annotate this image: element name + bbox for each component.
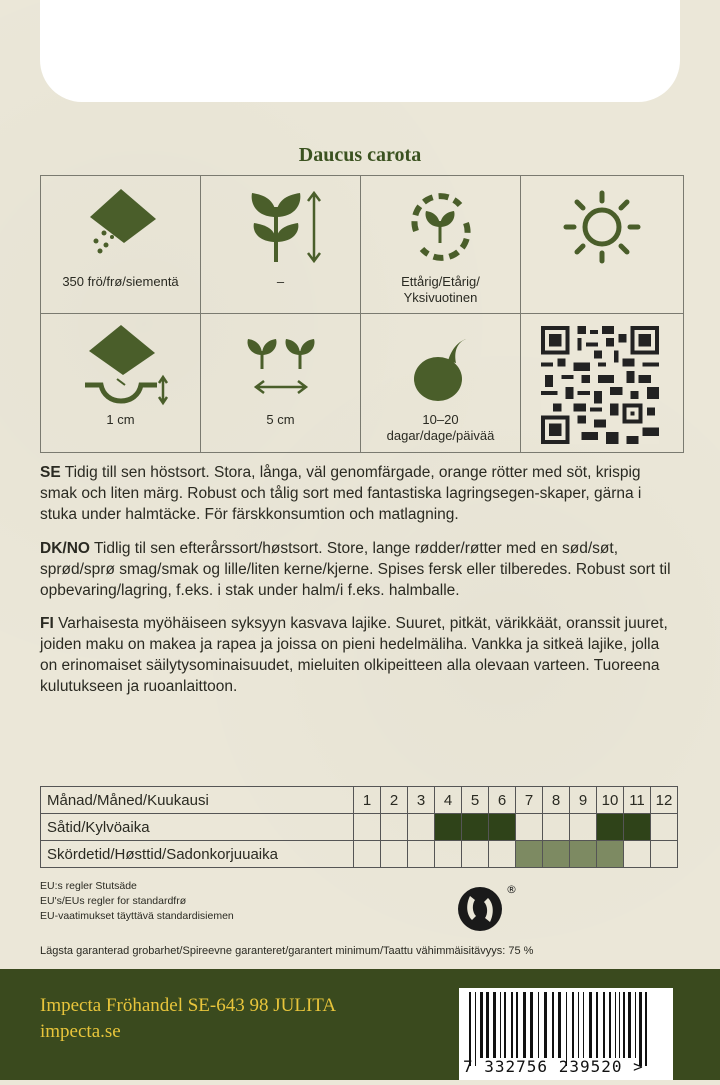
harvest-month-6 xyxy=(489,841,516,868)
calendar-sow-row xyxy=(41,814,678,841)
qr-code-icon[interactable] xyxy=(541,326,659,444)
sowing-depth-caption: 1 cm xyxy=(106,412,135,427)
harvest-month-8 xyxy=(543,841,570,868)
harvest-month-10 xyxy=(597,841,624,868)
info-grid xyxy=(40,175,684,453)
harvest-month-9 xyxy=(570,841,597,868)
month-11: 11 xyxy=(624,787,651,814)
green-dot-recycling-icon xyxy=(456,882,518,934)
month-5: 5 xyxy=(462,787,489,814)
lifecycle-cell xyxy=(361,176,521,314)
annual-cycle-icon xyxy=(361,186,520,268)
plant-spacing-caption: 5 cm xyxy=(266,412,295,427)
harvest-month-7 xyxy=(516,841,543,868)
sowing-depth-cell xyxy=(41,314,201,452)
species-name: Daucus carota xyxy=(298,144,422,166)
harvest-month-12 xyxy=(651,841,678,868)
svg-text:®: ® xyxy=(506,883,517,896)
sow-month-10 xyxy=(597,814,624,841)
germination-cell xyxy=(361,314,521,452)
eu-standards xyxy=(40,878,234,924)
month-3: 3 xyxy=(408,787,435,814)
lang-code-fi: FI xyxy=(40,615,54,632)
month-label: Månad/Måned/Kuukausi xyxy=(41,787,354,814)
plant-height-cell xyxy=(201,176,361,314)
month-7: 7 xyxy=(516,787,543,814)
germination-guarantee: Lägsta garanterad grobarhet/Spireevne garanteret/garantert minimum/Taattu vähimmäisitävyys: 75 % xyxy=(40,945,534,957)
harvest-month-11 xyxy=(624,841,651,868)
lang-code-se: SE xyxy=(40,464,61,481)
month-9: 9 xyxy=(570,787,597,814)
sow-month-5 xyxy=(462,814,489,841)
description-dkno xyxy=(40,538,680,601)
barcode-digits: 7 332756 239520 > xyxy=(463,1057,644,1076)
description-se-text: Tidig till sen höstsort. Stora, långa, väl genomfärgade, orange rötter med söt, krispig smak och liten märg. Robust och tålig sort med fantastiska lagringsegen-skaper, gärna i stuka under halmtäcke. För färskkonsumtion och matlagning. xyxy=(40,464,642,523)
sun-cell xyxy=(521,176,683,314)
germination-caption: 10–20 dagar/dage/päivää xyxy=(386,412,495,443)
barcode xyxy=(459,988,673,1080)
plant-height-caption: – xyxy=(276,274,285,289)
sowing-depth-icon xyxy=(41,324,200,406)
growing-calendar xyxy=(40,786,678,868)
harvest-month-1 xyxy=(354,841,381,868)
company-website[interactable]: impecta.se xyxy=(40,1021,121,1042)
sow-month-11 xyxy=(624,814,651,841)
description-dkno-text: Tidlig til sen efterårssort/høstsort. Store, lange rødder/røtter med en sød/søt, sprød/sprø smag/smak og lille/liten kerne/kjerne. Spises fersk eller tilberedes. Robust sort til opbevaring/lagring, f.eks. i stak under halm/i f.eks. halmballe. xyxy=(40,540,671,599)
seed-packet-icon xyxy=(41,186,200,268)
plant-spacing-icon xyxy=(201,324,360,406)
calendar-harvest-row xyxy=(41,841,678,868)
hanger-hole xyxy=(40,0,680,102)
description-se xyxy=(40,462,680,525)
description-fi-text: Varhaisesta myöhäiseen syksyyn kasvava lajike. Suuret, pitkät, värikkäät, oranssit juuret, joiden maku on makea ja rapea ja joissa on pieni hedelmäliha. Vankka ja sitkeä lajike, jolla on erinomaiset säilytysominaisuudet, mieluiten olkipeitteen alla olevaan varteen. Tuoreena kulutukseen ja ruoanlaittoon. xyxy=(40,615,668,695)
sow-label: Såtid/Kylvöaika xyxy=(41,814,354,841)
month-4: 4 xyxy=(435,787,462,814)
sow-month-12 xyxy=(651,814,678,841)
sow-month-2 xyxy=(381,814,408,841)
sow-month-1 xyxy=(354,814,381,841)
eu-standard-se: EU:s regler Stutsäde xyxy=(40,880,137,892)
plant-spacing-cell xyxy=(201,314,361,452)
seed-count-cell xyxy=(41,176,201,314)
seed-count-caption: 350 frö/frø/siementä xyxy=(62,274,179,289)
lang-code-dkno: DK/NO xyxy=(40,540,90,557)
sow-month-3 xyxy=(408,814,435,841)
lifecycle-caption: Ettårig/Etårig/ Yksivuotinen xyxy=(401,274,480,305)
sow-month-7 xyxy=(516,814,543,841)
company-address: Impecta Fröhandel SE-643 98 JULITA xyxy=(40,995,337,1016)
description-fi xyxy=(40,613,680,697)
sow-month-8 xyxy=(543,814,570,841)
harvest-month-2 xyxy=(381,841,408,868)
sun-icon xyxy=(521,186,683,268)
eu-standard-dkno: EU's/EUs regler for standardfrø xyxy=(40,895,187,907)
harvest-month-5 xyxy=(462,841,489,868)
germination-icon xyxy=(361,324,520,406)
month-8: 8 xyxy=(543,787,570,814)
sow-month-4 xyxy=(435,814,462,841)
harvest-label: Skördetid/Høsttid/Sadonkorjuuaika xyxy=(41,841,354,868)
month-6: 6 xyxy=(489,787,516,814)
month-1: 1 xyxy=(354,787,381,814)
month-12: 12 xyxy=(651,787,678,814)
sow-month-9 xyxy=(570,814,597,841)
calendar-month-row xyxy=(41,787,678,814)
qr-cell xyxy=(521,314,683,452)
month-10: 10 xyxy=(597,787,624,814)
month-2: 2 xyxy=(381,787,408,814)
harvest-month-3 xyxy=(408,841,435,868)
eu-standard-fi: EU-vaatimukset täyttävä standardisiemen xyxy=(40,910,234,922)
sow-month-6 xyxy=(489,814,516,841)
harvest-month-4 xyxy=(435,841,462,868)
plant-height-icon xyxy=(201,186,360,268)
